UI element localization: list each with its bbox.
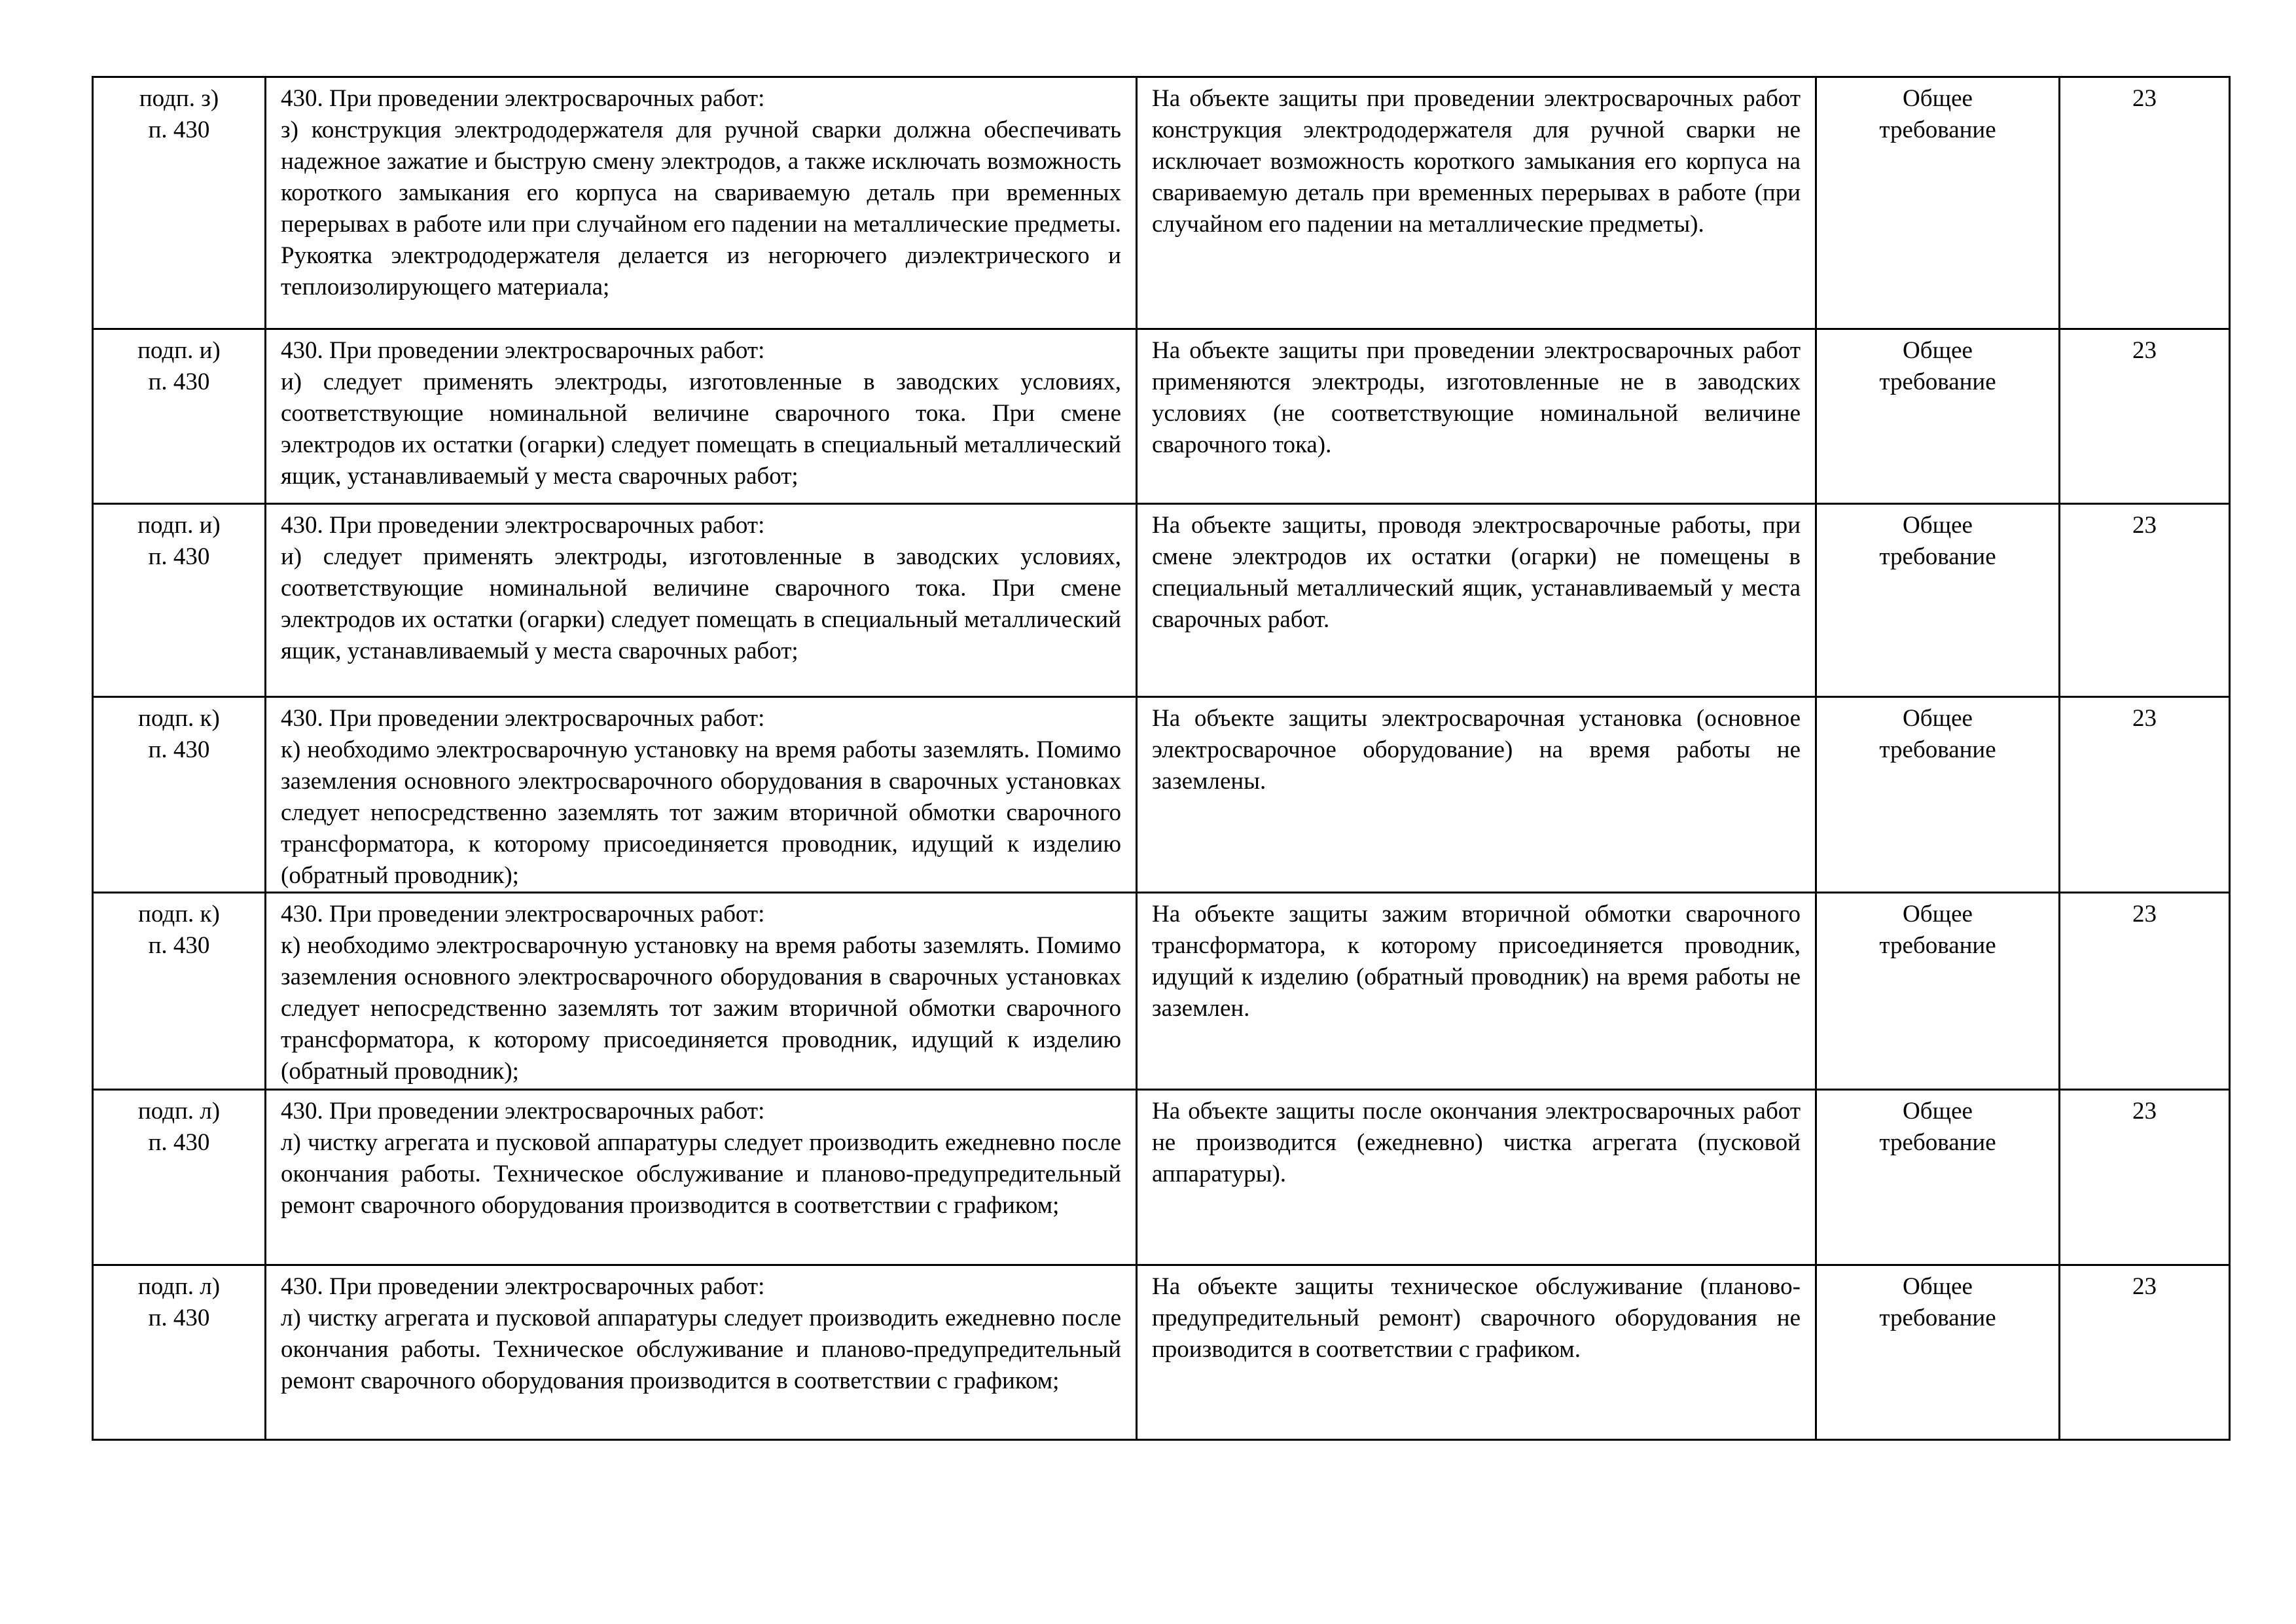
item-number: 23 — [2060, 504, 2230, 697]
type-line-2: требование — [1879, 932, 1996, 959]
table-row — [93, 504, 2230, 697]
type-line-2: требование — [1879, 543, 1996, 570]
requirement-body: и) следует применять электроды, изготовленные в заводских условиях, соответствующие номинальной величине сварочного тока. При смене электродов их остатки (огарки) следует помещать в специальный металлический ящик, устанавливаемый у места сварочных работ; — [281, 369, 1121, 490]
requirement-type — [1816, 504, 2060, 697]
requirement-type — [1816, 697, 2060, 893]
type-line-1: Общее — [1903, 901, 1973, 928]
item-number: 23 — [2060, 697, 2230, 893]
requirement-body: з) конструкция электрододержателя для ручной сварки должна обеспечивать надежное зажатие и быструю смену электродов, а также исключать возможность короткого замыкания его корпуса на свариваемую деталь при временных перерывах в работе или при случайном его падении на металлические предметы. Рукоятка электрододержателя делается из негорючего диэлектрического и теплоизолирующего материала; — [281, 117, 1121, 300]
clause-number: п. 430 — [148, 543, 210, 570]
requirement-text — [266, 77, 1137, 329]
violation-text: На объекте защиты, проводя электросварочные работы, при смене электродов их остатки (огарки) не помещены в специальный металлический ящик, устанавливаемый у места сварочных работ. — [1137, 504, 1816, 697]
requirement-heading: 430. При проведении электросварочных работ: — [281, 512, 765, 539]
requirement-heading: 430. При проведении электросварочных работ: — [281, 1098, 765, 1125]
clause-number: п. 430 — [148, 1129, 210, 1156]
type-line-1: Общее — [1903, 337, 1973, 364]
requirement-body: л) чистку агрегата и пусковой аппаратуры следует производить ежедневно после окончания работы. Техническое обслуживание и планово-предупредительный ремонт сварочного оборудования производится в соответствии с графиком; — [281, 1305, 1121, 1394]
clause-reference — [93, 893, 266, 1090]
type-line-1: Общее — [1903, 85, 1973, 112]
type-line-1: Общее — [1903, 1098, 1973, 1125]
violation-text: На объекте защиты после окончания электросварочных работ не производится (ежедневно) чистка агрегата (пусковой аппаратуры). — [1137, 1090, 1816, 1265]
item-number: 23 — [2060, 77, 2230, 329]
clause-number: п. 430 — [148, 117, 210, 143]
violation-text: На объекте защиты зажим вторичной обмотки сварочного трансформатора, к которому присоединяется проводник, идущий к изделию (обратный проводник) на время работы не заземлен. — [1137, 893, 1816, 1090]
type-line-1: Общее — [1903, 512, 1973, 539]
clause-number: п. 430 — [148, 1305, 210, 1331]
requirement-text — [266, 1090, 1137, 1265]
type-line-2: требование — [1879, 369, 1996, 395]
clause-reference — [93, 329, 266, 504]
violation-text: На объекте защиты электросварочная установка (основное электросварочное оборудование) на время работы не заземлены. — [1137, 697, 1816, 893]
clause-reference — [93, 697, 266, 893]
item-number: 23 — [2060, 1265, 2230, 1440]
clause-reference — [93, 1090, 266, 1265]
item-number: 23 — [2060, 329, 2230, 504]
requirement-heading: 430. При проведении электросварочных работ: — [281, 1273, 765, 1300]
table-row — [93, 1265, 2230, 1440]
type-line-2: требование — [1879, 736, 1996, 763]
table-row — [93, 697, 2230, 893]
subclause-label: подп. з) — [139, 85, 219, 112]
requirement-heading: 430. При проведении электросварочных работ: — [281, 337, 765, 364]
clause-reference — [93, 1265, 266, 1440]
type-line-1: Общее — [1903, 1273, 1973, 1300]
clause-reference — [93, 504, 266, 697]
type-line-2: требование — [1879, 1305, 1996, 1331]
subclause-label: подп. и) — [137, 512, 221, 539]
clause-number: п. 430 — [148, 369, 210, 395]
requirement-text — [266, 697, 1137, 893]
requirement-type — [1816, 77, 2060, 329]
requirement-heading: 430. При проведении электросварочных работ: — [281, 85, 765, 112]
requirement-type — [1816, 893, 2060, 1090]
requirement-type — [1816, 1090, 2060, 1265]
requirement-body: и) следует применять электроды, изготовленные в заводских условиях, соответствующие номинальной величине сварочного тока. При смене электродов их остатки (огарки) следует помещать в специальный металлический ящик, устанавливаемый у места сварочных работ; — [281, 543, 1121, 664]
requirement-text — [266, 1265, 1137, 1440]
requirement-type — [1816, 1265, 2060, 1440]
requirement-heading: 430. При проведении электросварочных работ: — [281, 901, 765, 928]
table-row — [93, 1090, 2230, 1265]
table-row — [93, 77, 2230, 329]
requirement-body: к) необходимо электросварочную установку на время работы заземлять. Помимо заземления основного электросварочного оборудования в сварочных установках следует непосредственно заземлять тот зажим вторичной обмотки сварочного трансформатора, к которому присоединяется проводник, идущий к изделию (обратный проводник); — [281, 736, 1121, 889]
requirement-text — [266, 504, 1137, 697]
requirement-text — [266, 893, 1137, 1090]
type-line-2: требование — [1879, 117, 1996, 143]
subclause-label: подп. л) — [137, 1273, 221, 1300]
requirement-body: л) чистку агрегата и пусковой аппаратуры следует производить ежедневно после окончания работы. Техническое обслуживание и планово-предупредительный ремонт сварочного оборудования производится в соответствии с графиком; — [281, 1129, 1121, 1219]
requirement-heading: 430. При проведении электросварочных работ: — [281, 705, 765, 732]
clause-reference — [93, 77, 266, 329]
requirement-type — [1816, 329, 2060, 504]
type-line-2: требование — [1879, 1129, 1996, 1156]
table-row — [93, 893, 2230, 1090]
subclause-label: подп. к) — [138, 705, 220, 732]
subclause-label: подп. к) — [138, 901, 220, 928]
subclause-label: подп. и) — [137, 337, 221, 364]
requirement-text — [266, 329, 1137, 504]
item-number: 23 — [2060, 893, 2230, 1090]
subclause-label: подп. л) — [137, 1098, 221, 1125]
type-line-1: Общее — [1903, 705, 1973, 732]
violation-text: На объекте защиты при проведении электросварочных работ конструкция электрододержателя для ручной сварки не исключает возможность короткого замыкания его корпуса на свариваемую деталь при временных перерывах в работе (при случайном его падении на металлические предметы). — [1137, 77, 1816, 329]
clause-number: п. 430 — [148, 736, 210, 763]
item-number: 23 — [2060, 1090, 2230, 1265]
table-row — [93, 329, 2230, 504]
requirement-body: к) необходимо электросварочную установку на время работы заземлять. Помимо заземления основного электросварочного оборудования в сварочных установках следует непосредственно заземлять тот зажим вторичной обмотки сварочного трансформатора, к которому присоединяется проводник, идущий к изделию (обратный проводник); — [281, 932, 1121, 1085]
violation-text: На объекте защиты при проведении электросварочных работ применяются электроды, изготовленные не в заводских условиях (не соответствующие номинальной величине сварочного тока). — [1137, 329, 1816, 504]
violation-text: На объекте защиты техническое обслуживание (планово-предупредительный ремонт) сварочного оборудования не производится в соответствии с графиком. — [1137, 1265, 1816, 1440]
clause-number: п. 430 — [148, 932, 210, 959]
requirements-table — [92, 76, 2231, 1441]
